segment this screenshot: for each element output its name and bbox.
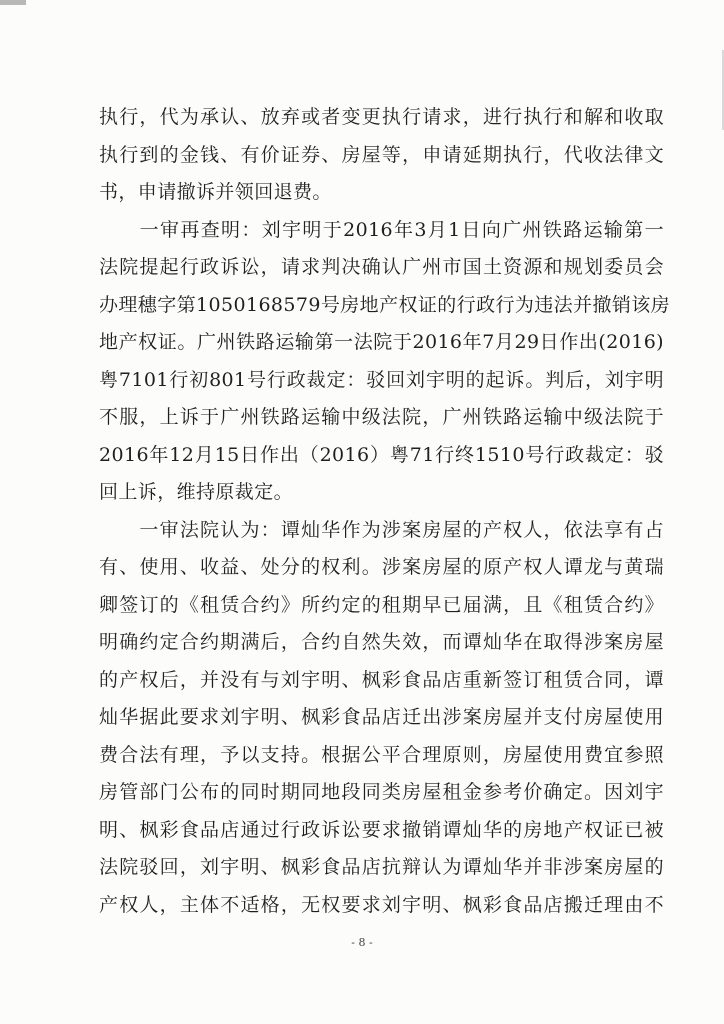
- text-line: 执行，代为承认、放弃或者变更执行请求，进行执行和解和收取: [99, 106, 664, 128]
- text-line: 不服，上诉于广州铁路运输中级法院，广州铁路运输中级法院于: [99, 406, 664, 428]
- text-line: 一审再查明：刘宇明于2016年3月1日向广州铁路运输第一: [99, 218, 664, 241]
- text-line: 灿华据此要求刘宇明、枫彩食品店迁出涉案房屋并支付房屋使用: [99, 706, 664, 728]
- text-line: 法院提起行政诉讼，请求判决确认广州市国土资源和规划委员会: [99, 256, 664, 278]
- text-line: 法院驳回，刘宇明、枫彩食品店抗辩认为谭灿华并非涉案房屋的: [99, 856, 664, 878]
- text-line: 粤7101行初801号行政裁定：驳回刘宇明的起诉。判后，刘宇明: [99, 368, 664, 391]
- text-line: 明、枫彩食品店通过行政诉讼要求撤销谭灿华的房地产权证已被: [99, 818, 664, 841]
- body-text: [99, 99, 671, 924]
- text-line: 地产权证。广州铁路运输第一法院于2016年7月29日作出(2016): [99, 331, 664, 353]
- text-line: 执行到的金钱、有价证券、房屋等，申请延期执行，代收法律文: [99, 143, 664, 166]
- text-line: 有、使用、收益、处分的权利。涉案房屋的原产权人谭龙与黄瑞: [99, 556, 664, 578]
- text-line: 费合法有理，予以支持。根据公平合理原则，房屋使用费宜参照: [99, 743, 664, 766]
- text-line: 的产权后，并没有与刘宇明、枫彩食品店重新签订租赁合同，谭: [99, 668, 664, 691]
- text-line: 办理穗字第1050168579号房地产权证的行政行为违法并撤销该房: [99, 293, 671, 316]
- text-line: 房管部门公布的同时期同地段同类房屋租金参考价确定。因刘宇: [99, 781, 664, 803]
- text-line: 回上诉，维持原裁定。: [99, 481, 294, 503]
- page-number: - 8 -: [351, 936, 373, 949]
- text-line: 2016年12月15日作出（2016）粤71行终1510号行政裁定：驳: [99, 443, 664, 466]
- text-line: 书，申请撤诉并领回退费。: [99, 181, 332, 203]
- text-line: 卿签订的《租赁合约》所约定的租期早已届满，且《租赁合约》: [99, 593, 664, 616]
- text-line: 一审法院认为：谭灿华作为涉案房屋的产权人，依法享有占: [99, 518, 664, 541]
- scan-edge-mark: [0, 0, 26, 5]
- text-line: 明确约定合约期满后，合约自然失效，而谭灿华在取得涉案房屋: [99, 631, 664, 653]
- text-line: 产权人，主体不适格，无权要求刘宇明、枫彩食品店搬迁理由不: [99, 893, 664, 916]
